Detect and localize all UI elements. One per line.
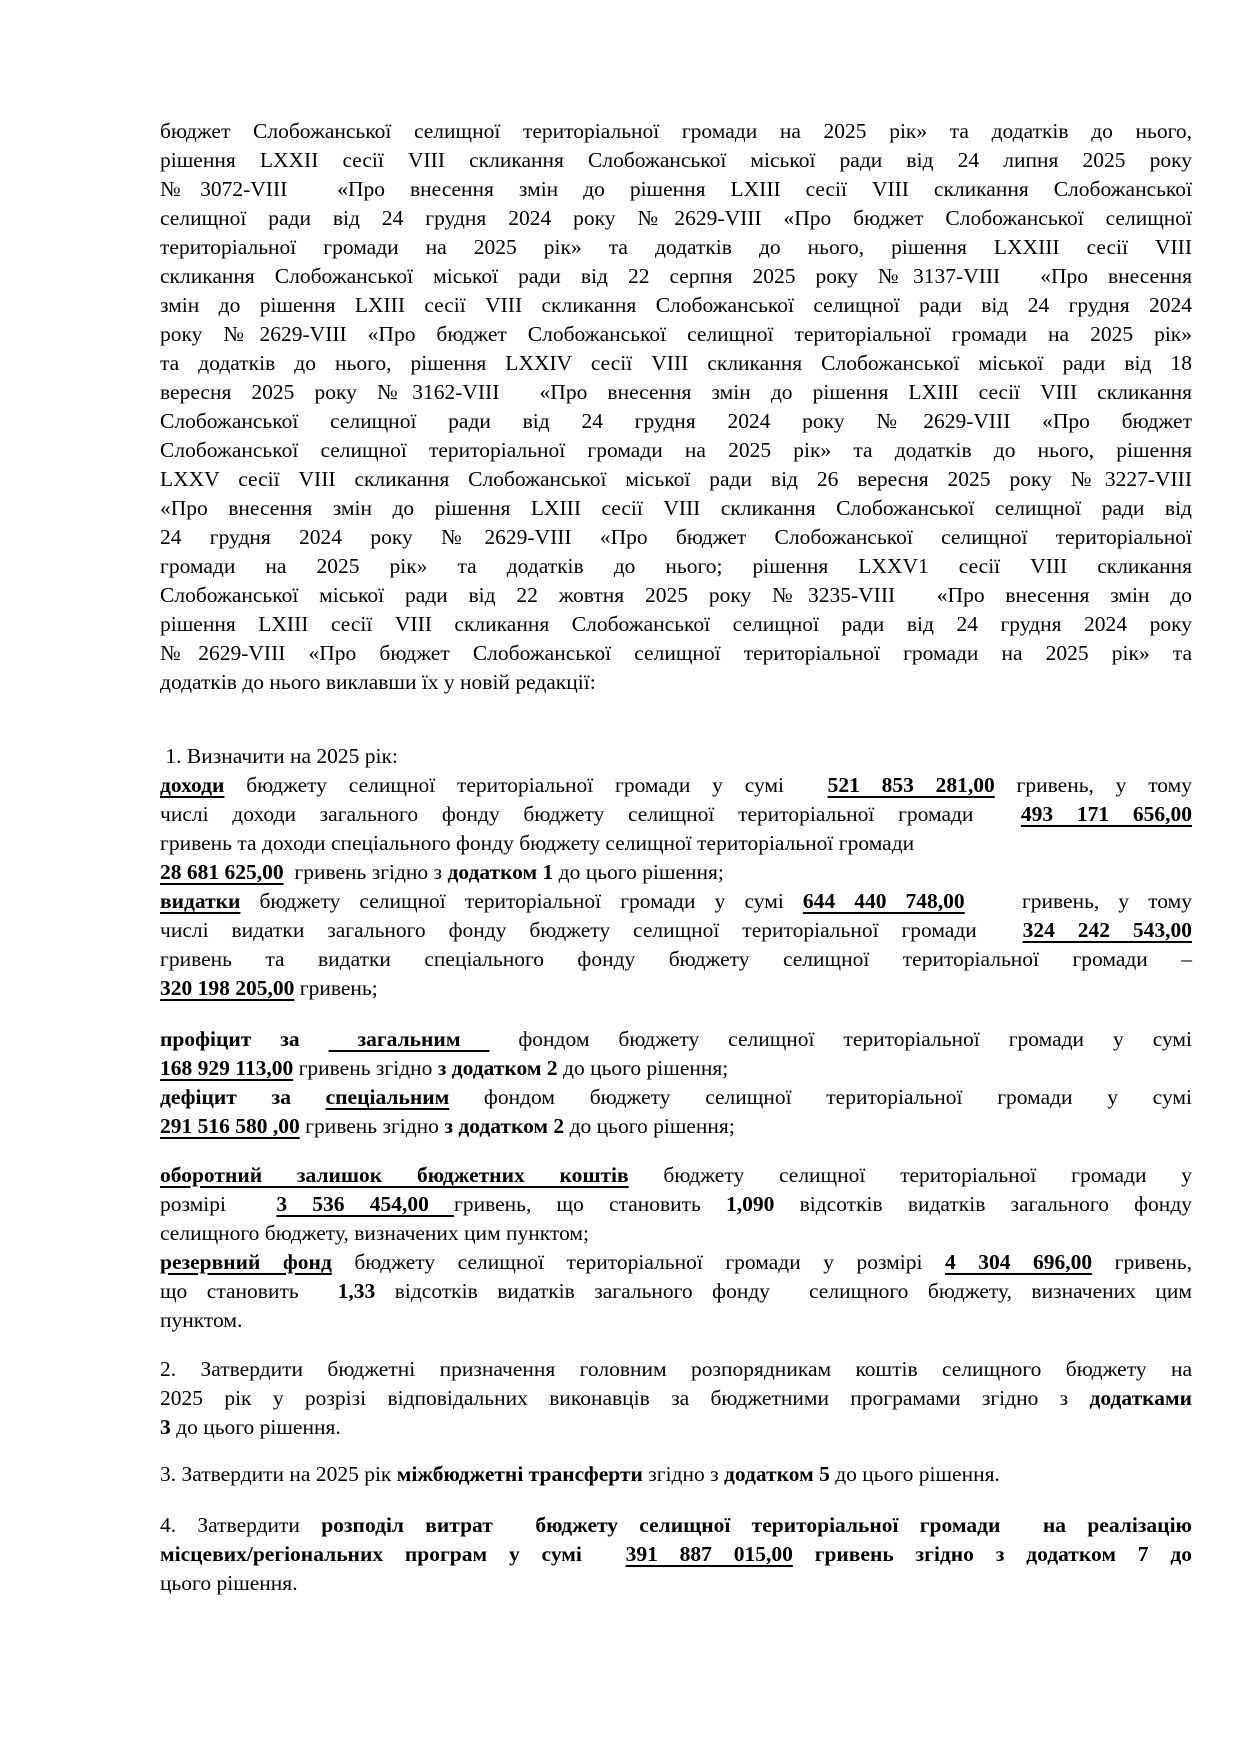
text-run: місцевих/регіональних програм [160, 1542, 488, 1566]
text-run: профіцит за [160, 1027, 329, 1051]
text-run: гривень згідно з додатком 7 до [792, 1542, 1193, 1566]
text-run: 3. Затвердити на 2025 рік [160, 1462, 397, 1486]
text-line [160, 1511, 1192, 1540]
text-run: LXXV сесії VIII скликання Слобожанської міської ради від 26 вересня 2025 року №3227-VIII [160, 467, 1192, 491]
text-run: Слобожанської селищної ради від 24 грудня 2024 року №2629-VIII «Про бюджет [160, 409, 1192, 433]
text-line [160, 668, 1192, 697]
text-run: 3 536 454,00 [276, 1192, 455, 1216]
text-run: 28 681 625,00 [160, 860, 284, 884]
text-run: Слобожанської селищної територіальної громади на 2025 рік» та додатків до нього, рішення [160, 438, 1192, 462]
text-run: 24 грудня 2024 року №2629-VIII «Про бюджет Слобожанської селищної територіальної [160, 525, 1192, 549]
text-run: до цього рішення; [564, 1114, 735, 1138]
text-line [160, 291, 1192, 320]
text-line [160, 320, 1192, 349]
text-run: гривень, [1092, 1250, 1192, 1274]
text-line [160, 858, 1192, 887]
text-run: гривень згідно [293, 1056, 438, 1080]
text-line [160, 233, 1192, 262]
text-run: рішення LXIII сесії VIII скликання Слобожанської селищної ради від 24 грудня 2024 року [160, 612, 1192, 636]
text-run: громади на 2025 рік» та додатків до нього; рішення LXXV1 сесії VIII скликання [160, 554, 1192, 578]
text-run: селищної ради від 24 грудня 2024 року №2629-VIII «Про бюджет Слобожанської селищної [160, 206, 1192, 230]
point-1-section [160, 742, 1192, 1003]
text-run: 324 242 543,00 [1022, 918, 1192, 942]
text-run: гривень; [294, 976, 378, 1000]
point-4-paragraph [160, 1511, 1192, 1598]
text-run: бюджету селищної територіальної громади у сумі [224, 773, 828, 797]
text-run: з додатком 2 [437, 1056, 558, 1080]
text-line [160, 771, 1192, 800]
text-line [160, 1460, 1192, 1489]
text-run: 291 516 580 ,00 [160, 1114, 300, 1138]
reserves-section [160, 1161, 1192, 1335]
text-run: 1,33 [337, 1279, 376, 1303]
text-line [160, 262, 1192, 291]
text-run: 3 [160, 1415, 177, 1439]
text-line [160, 1025, 1192, 1054]
text-line [160, 378, 1192, 407]
text-run: бюджету селищної територіальної громади у розмірі [331, 1250, 945, 1274]
text-line [160, 523, 1192, 552]
text-run: змін до рішення LXIII сесії VIII скликання Слобожанської селищної ради від 24 грудня 2024 [160, 293, 1192, 317]
text-run: рішення LXXII сесії VIII скликання Слобожанської міської ради від 24 липня 2025 року [160, 148, 1192, 172]
document-content [160, 117, 1192, 1598]
text-line [160, 887, 1192, 916]
text-run: гривень, у тому [964, 889, 1192, 913]
text-line [160, 1112, 1192, 1141]
text-line [160, 436, 1192, 465]
text-run: територіальної громади на 2025 рік» та додатків до нього, рішення LXXIII сесії VIII [160, 235, 1192, 259]
point-3-paragraph [160, 1460, 1192, 1489]
text-run: додатків до нього виклавши їх у новій редакції: [160, 670, 596, 694]
text-run: гривень згідно з [283, 860, 448, 884]
text-run: доходи [160, 773, 225, 797]
text-run: додатком 5 [724, 1462, 830, 1486]
text-line [160, 175, 1192, 204]
text-run: з додатком 2 [444, 1114, 565, 1138]
text-run: гривень згідно [299, 1114, 445, 1138]
text-run: міжбюджетні трансферти [396, 1462, 643, 1486]
text-run: гривень, що становить [454, 1192, 727, 1216]
text-line [160, 639, 1192, 668]
text-line [160, 407, 1192, 436]
text-run: 1,090 [726, 1192, 775, 1216]
text-run: Слобожанської міської ради від 22 жовтня 2025 року №3235-VIII «Про внесення змін до [160, 583, 1192, 607]
text-line [160, 1248, 1192, 1277]
text-run: 320 198 205,00 [160, 976, 295, 1000]
text-run: скликання Слобожанської міської ради від 22 серпня 2025 року №3137-VIII «Про внесення [160, 264, 1192, 288]
text-line [160, 742, 1192, 771]
text-run: видатки [160, 889, 241, 913]
text-run: 4 304 696,00 [944, 1250, 1093, 1274]
text-run: №3072-VIII «Про внесення змін до рішення LXIII сесії VIII скликання Слобожанської [160, 177, 1192, 201]
text-line [160, 800, 1192, 829]
point-2-paragraph [160, 1355, 1192, 1442]
text-line [160, 117, 1192, 146]
text-run: 1. Визначити на 2025 рік: [160, 744, 398, 768]
proficit-deficit-section [160, 1025, 1192, 1141]
text-run: згідно з [642, 1462, 724, 1486]
text-run: резервний фонд [160, 1250, 332, 1274]
text-run: 521 853 281,00 [827, 773, 995, 797]
text-line [160, 494, 1192, 523]
text-run: відсотків видатків загального фонду селищного бюджету, визначених цим [375, 1279, 1192, 1303]
text-line [160, 610, 1192, 639]
text-line [160, 349, 1192, 378]
text-run: до цього рішення. [176, 1415, 341, 1439]
text-run: у сумі [487, 1542, 626, 1566]
text-run: фондом бюджету селищної територіальної громади у сумі [489, 1027, 1193, 1051]
text-run: гривень, у тому [994, 773, 1193, 797]
text-line [160, 1083, 1192, 1112]
text-line [160, 1413, 1192, 1442]
text-run: гривень та видатки спеціального фонду бюджету селищної територіальної громади – [160, 947, 1192, 971]
text-run: цього рішення. [160, 1571, 298, 1595]
text-line [160, 465, 1192, 494]
text-run: року №2629-VIII «Про бюджет Слобожанської селищної територіальної громади на 2025 рік» [160, 322, 1192, 346]
text-run: додатком 1 [447, 860, 554, 884]
text-line [160, 829, 1192, 858]
text-run: «Про внесення змін до рішення LXIII сесії VIII скликання Слобожанської селищної ради від [160, 496, 1192, 520]
text-line [160, 1306, 1192, 1335]
text-run: та додатків до нього, рішення LXXIV сесії VIII скликання Слобожанської міської ради від 18 [160, 351, 1192, 375]
preamble-paragraph [160, 117, 1192, 697]
text-line [160, 204, 1192, 233]
text-run: №2629-VIII «Про бюджет Слобожанської селищної територіальної громади на 2025 рік» та [160, 641, 1192, 665]
text-run: оборотний залишок бюджетних коштів [160, 1163, 629, 1187]
text-run: до цього рішення; [557, 1056, 729, 1080]
text-line [160, 1219, 1192, 1248]
text-line [160, 1054, 1192, 1083]
text-run: фондом бюджету селищної територіальної громади у сумі [449, 1085, 1192, 1109]
text-run: 644 440 748,00 [802, 889, 965, 913]
text-run: до цього рішення; [553, 860, 724, 884]
text-run: 2. Затвердити бюджетні призначення головним розпорядникам коштів селищного бюджету на [160, 1357, 1192, 1381]
text-line [160, 945, 1192, 974]
text-run: розподіл витрат бюджету селищної територіальної громади на реалізацію [321, 1513, 1192, 1537]
text-line [160, 581, 1192, 610]
text-line [160, 1384, 1192, 1413]
text-run: бюджет Слобожанської селищної територіальної громади на 2025 рік» та додатків до нього, [160, 119, 1192, 143]
text-line [160, 1355, 1192, 1384]
text-run: гривень та доходи спеціального фонду бюджету селищної територіальної громади [160, 831, 915, 855]
text-run: загальним [328, 1027, 490, 1051]
text-run: 493 171 656,00 [1020, 802, 1192, 826]
text-run: 391 887 015,00 [625, 1542, 793, 1566]
text-run: бюджету селищної територіальної громади у [628, 1163, 1192, 1187]
text-line [160, 1277, 1192, 1306]
text-run: числі видатки загального фонду бюджету селищної територіальної громади [160, 918, 1023, 942]
text-run: спеціальним [325, 1085, 450, 1109]
text-run: додатками [1089, 1386, 1192, 1410]
text-run: бюджету селищної територіальної громади у сумі [240, 889, 803, 913]
text-line [160, 1161, 1192, 1190]
text-run: пунктом. [160, 1308, 243, 1332]
text-line [160, 1540, 1192, 1569]
text-line [160, 916, 1192, 945]
text-line [160, 1569, 1192, 1598]
text-run: числі доходи загального фонду бюджету селищної територіальної громади [160, 802, 1021, 826]
text-line [160, 552, 1192, 581]
text-line [160, 1190, 1192, 1219]
text-line [160, 974, 1192, 1003]
text-line [160, 146, 1192, 175]
text-run: вересня 2025 року №3162-VIII «Про внесення змін до рішення LXIII сесії VIII скликання [160, 380, 1192, 404]
text-run: 4. Затвердити [160, 1513, 322, 1537]
text-run: селищного бюджету, визначених цим пунктом; [160, 1221, 590, 1245]
text-run: 2025 рік у розрізі відповідальних виконавців за бюджетними програмами згідно з [160, 1386, 1090, 1410]
text-run: до цього рішення. [829, 1462, 1000, 1486]
text-run: дефіцит за [160, 1085, 326, 1109]
text-run: 168 929 113,00 [160, 1056, 294, 1080]
text-run: розмірі [160, 1192, 277, 1216]
text-run: що становить [160, 1279, 338, 1303]
text-run: відсотків видатків загального фонду [774, 1192, 1193, 1216]
